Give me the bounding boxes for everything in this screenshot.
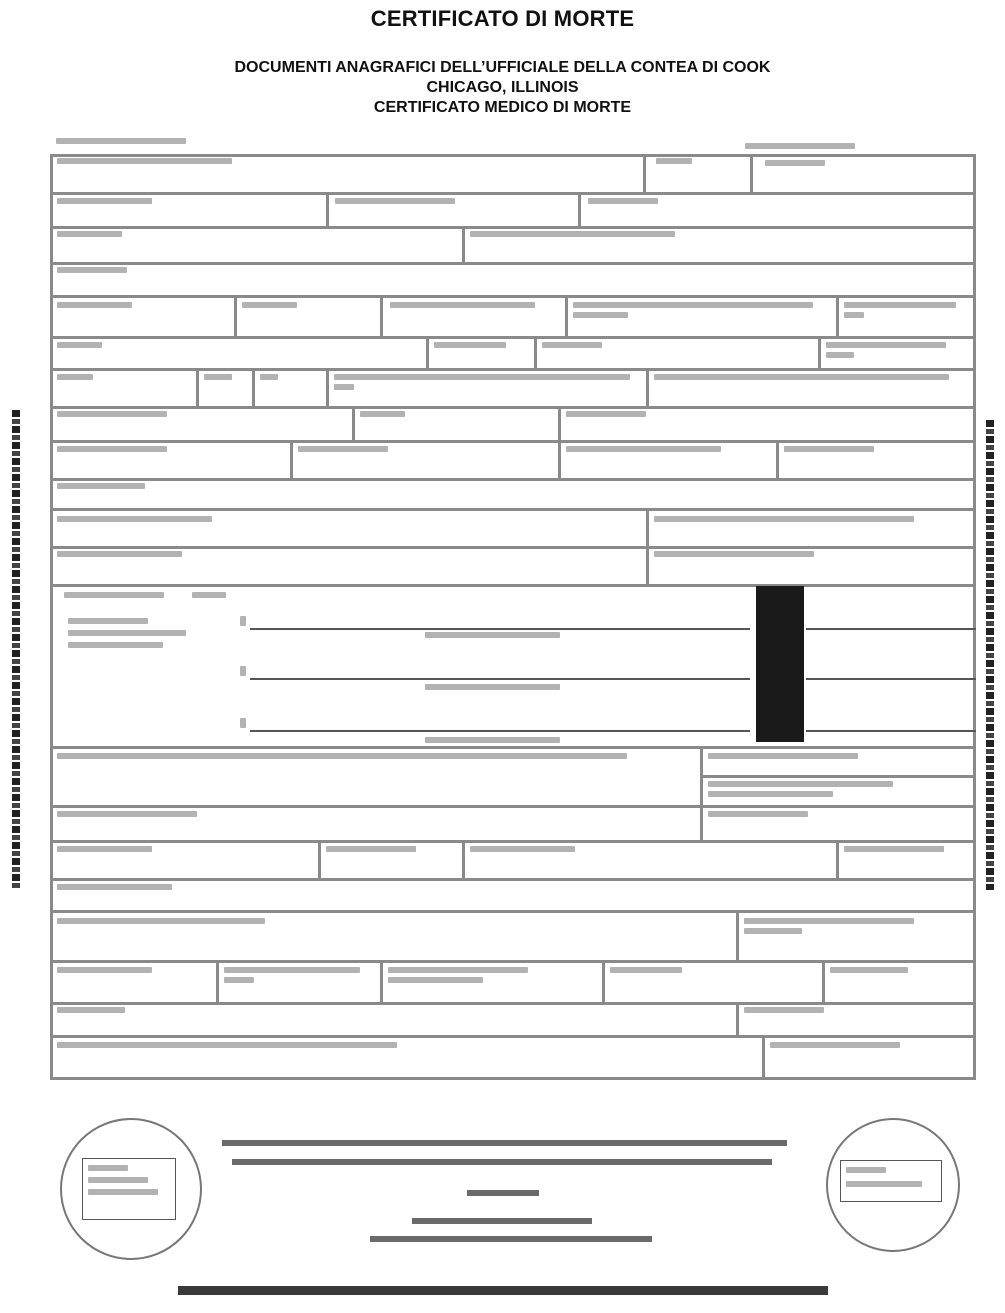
official-name (412, 1218, 592, 1224)
state-file-label (745, 143, 855, 149)
form-rule (50, 192, 976, 195)
certification-statement-line1 (222, 1140, 787, 1146)
alteration-warning (178, 1286, 828, 1295)
cause-line-c (250, 730, 750, 732)
subtitle-office: DOCUMENTI ANAGRAFICI DELL’UFFICIALE DELLA CONTEA DI COOK (234, 59, 771, 76)
subtitle-certificate-type: CERTIFICATO MEDICO DI MORTE (373, 99, 632, 116)
signature-placeholder (467, 1190, 539, 1196)
death-certificate-form (50, 154, 976, 1080)
cause-line-a (250, 628, 750, 630)
cause-line-b (250, 678, 750, 680)
redacted-block (756, 586, 804, 742)
field-label (57, 158, 232, 164)
official-title (370, 1236, 652, 1242)
right-margin-note (986, 420, 994, 890)
left-margin-note (12, 410, 20, 890)
subtitle-city: CHICAGO, ILLINOIS (426, 79, 579, 96)
file-number-label (56, 138, 186, 144)
certification-statement-line2 (232, 1159, 772, 1165)
page-title: CERTIFICATO DI MORTE (370, 6, 635, 31)
